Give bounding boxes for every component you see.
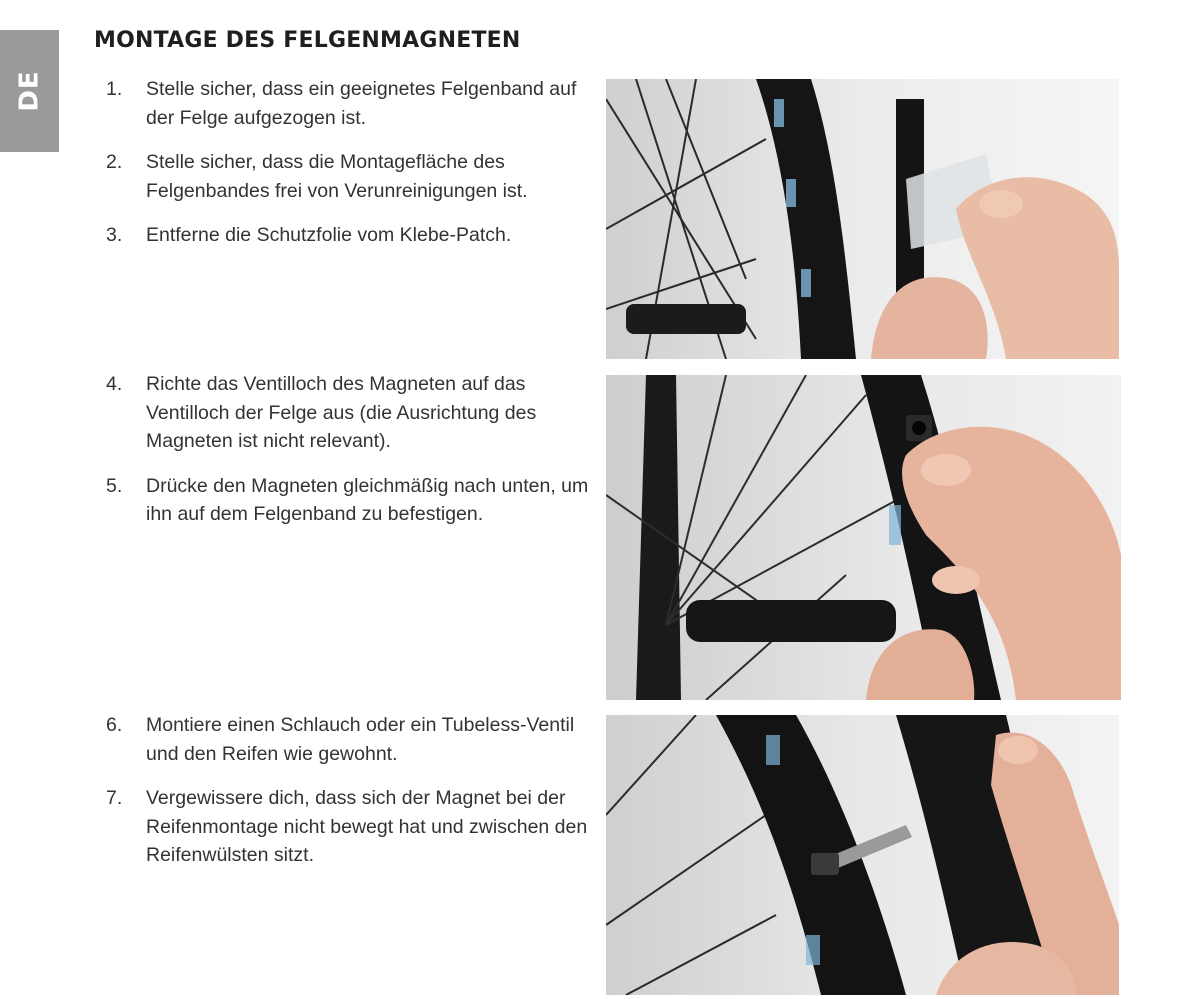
step-text: Vergewissere dich, dass sich der Magnet bei der Reifenmontage nicht bewegt hat und zwischen den Reifenwülsten sitzt. bbox=[146, 787, 588, 867]
steps-group-2 bbox=[100, 370, 600, 545]
step-text: Drücke den Magneten gleichmäßig nach unten, um ihn auf dem Felgenband zu befestigen. bbox=[146, 474, 589, 526]
step-item bbox=[100, 472, 600, 529]
step-number: 1. bbox=[106, 78, 123, 100]
language-tab bbox=[0, 30, 59, 152]
steps-group-1 bbox=[100, 75, 600, 266]
step-text: Entferne die Schutzfolie vom Klebe-Patch. bbox=[146, 224, 512, 247]
step-text: Richte das Ventilloch des Magneten auf das Ventilloch der Felge aus (die Ausrichtung des Magneten ist nicht relevant). bbox=[146, 373, 537, 453]
step-item bbox=[100, 221, 600, 250]
page-title: MONTAGE DES FELGENMAGNETEN bbox=[94, 28, 521, 53]
step-item bbox=[100, 711, 600, 768]
step-number: 3. bbox=[106, 224, 123, 247]
steps-group-3 bbox=[100, 711, 600, 886]
step-number: 2. bbox=[106, 151, 123, 174]
photo-remove-protective-film bbox=[606, 79, 1119, 359]
step-text: Stelle sicher, dass die Montagefläche des Felgenbandes frei von Verunreinigungen ist. bbox=[146, 151, 528, 202]
step-number: 6. bbox=[106, 714, 123, 736]
step-text: Montiere einen Schlauch oder ein Tubeless-Ventil und den Reifen wie gewohnt. bbox=[146, 714, 575, 765]
step-item bbox=[100, 370, 600, 456]
step-number: 4. bbox=[106, 373, 123, 395]
step-item bbox=[100, 75, 600, 132]
step-text: Stelle sicher, dass ein geeignetes Felgenband auf der Felge aufgezogen ist. bbox=[146, 78, 577, 129]
step-item bbox=[100, 148, 600, 205]
step-item bbox=[100, 784, 600, 870]
photo-press-magnet bbox=[606, 375, 1121, 700]
step-number: 7. bbox=[106, 787, 123, 810]
photo-mount-tube-and-tire bbox=[606, 715, 1119, 995]
step-number: 5. bbox=[106, 474, 123, 497]
language-tab-label: DE bbox=[14, 70, 45, 112]
